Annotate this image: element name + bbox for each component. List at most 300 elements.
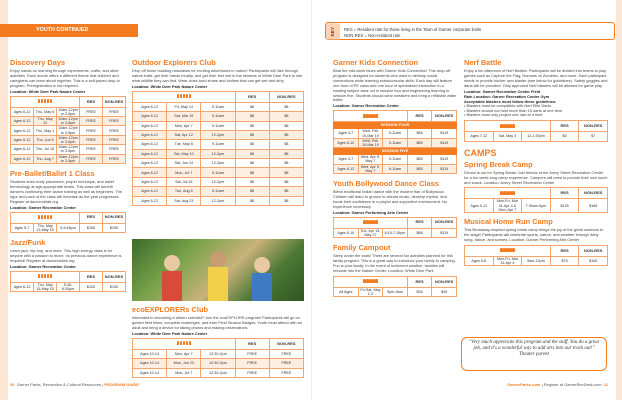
cell-day: Sat, Jul 26 [167,177,201,186]
cell-time: 12-2pm [201,196,235,205]
age-icons-cell [133,91,236,102]
cell-res: $6 [235,177,269,186]
cell-day: Mon, Apr 7 [167,121,201,130]
cell-age: Ages 5-11 [465,199,494,213]
nonres-header: NON-RES [432,276,457,287]
cell-nonres: FREE [103,145,126,154]
rule-text: Blasters should not hold more than 15 darts at one time. [466,107,564,113]
column-1 [10,58,126,292]
table-row [11,145,126,154]
cell-age: Ages 6-12 [133,140,167,149]
column-3 [333,58,457,297]
cell-nonres: $105 [103,282,126,291]
cell-res: $6 [235,130,269,139]
cell-age: Ages 6-12 [11,126,34,135]
cell-res: FREE [80,145,103,154]
cell-res: FREE [80,107,103,116]
cell-age: Ages 6-12 [133,187,167,196]
table-row [334,138,457,147]
section-title: Spring Break Camp [464,159,533,169]
column-4 [464,58,608,266]
cell-nonres: $8 [269,187,303,196]
schedule-table [464,245,608,266]
cell-res: $75 [550,256,579,265]
cell-day: Mon-Fri, Mar 31-Apr 4 [493,256,522,265]
cell-age: Ages 8-12 [334,164,359,173]
age-icons-cell [334,276,408,287]
cell-time: 10am-12pm or 3-5pm [58,117,78,126]
rule-text: Blasters must only project one dart at a time. [466,112,544,118]
cell-age: Ages 6-12 [133,121,167,130]
table-row [133,368,304,377]
cell-nonres: $119 [432,129,457,138]
section-desc: Enjoy hands-on learning through experiments, crafts, and other activities. Each month offers a different theme that children and caregivers can learn about together. This is a self-paced drop-in program. Preregistration is not required. [10,68,120,88]
schedule-table [464,120,608,141]
cell-day: Wed, Apr 9-May 7 [358,164,383,173]
cell-day: Thu, Jul 10 [34,145,57,154]
cell-time: 12-1:30pm [522,132,551,141]
table-header-row [334,217,457,228]
cell-day: Mon-Fri, Mar 31-Apr 4 & Mon, Apr 7 [493,199,522,213]
camps-heading: CAMPS [464,147,497,158]
cell-age: Ages 7-12 [465,132,494,141]
table-row [133,130,304,139]
cell-time: 12-2pm [201,159,235,168]
nonres-header: NON-RES [432,111,457,122]
section-location: Location: Garner Recreation Center [333,103,399,109]
cell-time: 9-11am [383,129,408,138]
cell-nonres: $8 [269,168,303,177]
cell-age: Ages 4-7 [334,129,359,138]
cell-age: Ages 6-12 [133,159,167,168]
cell-res: $6 [235,168,269,177]
cell-nonres: $8 [269,121,303,130]
table-row [133,159,304,168]
schedule-table [132,338,304,378]
footer-right: GarnerParks.com | Register at GarnerRecDesk.com 11 [507,382,608,387]
right-edge-strip [616,0,622,400]
section-desc: Enjoy a fun afternoon of Nerf Battles. Participants will be divided into teams to play games such as Capture the Flag, Humans vs Zombies, and more. Each participant needs to provide his/her own blaster (see below for guidelines). Safety goggles and darts will be provided. Only approved Nerf blasters will be allowed for game play. [464,68,608,88]
people-icon [38,274,52,278]
res-header: RES [407,276,432,287]
res-header: RES [407,111,432,122]
res-header: RES [550,121,579,132]
age-icons-cell [11,271,80,282]
footer-register-link[interactable]: Register at GarnerRecDesk.com [543,382,602,387]
table-row [133,187,304,196]
section-desc: Learn jazz, hip-hop, and more. This high-energy class is for anyone with a passion to move, no previous dance experience is required! Register at danceroblab.org [10,248,122,263]
section-title: Jazz/Funk [10,238,46,247]
nonres-header: NON-RES [432,217,457,228]
cell-res: $6 [235,140,269,149]
people-icon [500,191,514,195]
age-icons-cell [334,217,408,228]
cell-time: 9-11am [383,138,408,147]
cell-res: $85 [407,164,432,173]
cell-age: Ages 6-12 [11,117,34,126]
table-row [133,196,304,205]
nonres-header: NON-RES [269,338,303,349]
cell-day: Sat, Apr 12 [167,130,201,139]
key-res-line: RES = Resident rate for those living in the Town of Garner corporate limits [344,26,482,32]
section-location: Location: Garner Recreation Center [10,263,76,269]
page-fold [311,0,312,400]
people-icon [38,99,52,103]
footer-label: PROGRAM GUIDE [104,382,139,387]
session-label: SESSION FIVE [334,148,457,155]
age-icons-cell [465,245,551,256]
table-row [11,223,126,232]
cell-age: Ages 6-12 [133,149,167,158]
cell-res: $6 [235,121,269,130]
cell-day: Tue, Apr 15-May 27 [358,228,383,237]
cell-nonres: $8 [269,196,303,205]
people-icon [177,341,191,345]
cell-day: Sat, Mar 19 [167,112,201,121]
cell-nonres: $168 [579,199,608,213]
cell-age: All Ages [334,287,359,296]
table-header-row [465,121,608,132]
table-row [334,129,457,138]
table-header-row [133,91,304,102]
cell-res: FREE [235,349,269,358]
cell-day: Wed, Feb 19-Mar 19 [358,129,383,138]
cell-day: Tue, May 6 [167,140,201,149]
section-location: Location: Garner Recreation Center [10,204,76,210]
nonres-header: NON-RES [103,212,126,223]
cell-nonres: $8 [269,130,303,139]
key-box [325,22,615,40]
section-location: Location: White Deer Park Nature Center [132,330,208,336]
cell-age: Ages 8-12 [334,138,359,147]
table-row [133,140,304,149]
table-row [11,154,126,163]
cell-age: Ages 5-10 [334,228,359,237]
section-title: Musical Home Run Camp [464,217,553,227]
cell-time: 12:30-2pm [201,359,235,368]
cell-age: Ages 6-12 [133,102,167,111]
cell-res: FREE [80,154,103,163]
res-header: RES [235,91,269,102]
cell-age: Ages 6-12 [11,145,34,154]
session-row [334,148,457,155]
table-row [465,256,608,265]
section-title: Pre-Ballet/Ballet 1 Class [10,169,95,179]
cell-res: $88 [407,228,432,237]
cell-res: $6 [235,112,269,121]
people-icon [500,124,514,128]
people-icon [177,94,191,98]
section-title: Outdoor Explorers Club [132,58,216,67]
schedule-table [333,217,457,238]
session-label: SESSION FOUR [334,122,457,129]
res-header: RES [407,217,432,228]
cell-age: Ages 6-12 [133,177,167,186]
cell-day: Sat, May 3 [493,132,522,141]
cell-age: Ages 6-12 [11,107,34,116]
nonres-header: NON-RES [103,96,126,107]
table-row [11,282,126,291]
section-title: Nerf Battle [464,58,502,67]
cell-time: 10am-12pm or 3-5pm [58,126,78,135]
cell-day: Thu, Aug 7 [34,154,57,163]
cell-nonres: $7 [579,132,608,141]
cell-time: 9-11am [201,121,235,130]
footer-site-link[interactable]: GarnerParks.com [507,382,541,387]
testimonial-quote [461,337,607,371]
res-header: RES [550,245,579,256]
cell-day: Thu, May 1 [34,126,57,135]
cell-time: 12:30-2pm [201,349,235,358]
cell-res: $85 [407,155,432,164]
key-label: KEY [326,23,340,39]
section-title: Youth Bollywood Dance Class [333,178,439,188]
schedule-table [10,271,126,292]
section-location: Location: Garner Recreation Center Field [464,88,541,94]
section-location: Location: Garner Performing Arts Center [333,209,409,215]
cell-age: Ages 4-7 [334,155,359,164]
cell-nonres: $8 [269,149,303,158]
cell-res: $125 [550,199,579,213]
schedule-table [333,110,457,174]
age-icons-cell [465,188,551,199]
cell-time: 12-2pm [201,149,235,158]
cell-res: FREE [80,135,103,144]
cell-res: $35 [407,287,432,296]
section-title: Discovery Days [10,58,66,67]
table-header-row [334,111,457,122]
cell-day: Wed, Feb 19-Mar 19 [358,138,383,147]
cell-nonres: $119 [432,228,457,237]
cell-nonres: FREE [103,107,126,116]
rule-item: • Blasters must only project one dart at a time. [464,112,544,118]
cell-time: 9-11am [201,112,235,121]
cell-day: Mon, Apr 7 [167,349,201,358]
cell-age: Ages 6-12 [11,135,34,144]
schedule-table [333,276,457,297]
cell-nonres: $8 [269,177,303,186]
table-row [11,117,126,126]
res-header: RES [80,212,103,223]
nonres-header: NON-RES [579,188,608,199]
cell-day: Sat, Jun 14 [167,159,201,168]
cell-day: Tue, Aug 5 [167,187,201,196]
table-row [133,359,304,368]
cell-nonres: FREE [269,359,303,368]
age-icons-cell [11,212,80,223]
footer-left: 10 Garner Parks, Recreation & Cultural Resources | PROGRAM GUIDE [10,382,139,387]
cell-res: $5 [550,132,579,141]
key-nonres-line: NON-RES = Non-resident rate [344,32,401,38]
cell-age: Ages 5-8 [465,256,494,265]
cell-time: 9-11am [201,187,235,196]
cell-nonres: $105 [103,223,126,232]
section-desc: Students learn body placement, proper technique, and ballet terminology at age-appropriate levels. This class will benefit dancers continuing their dance training as well as beginners. The rigor and pace of the class will increase as the year progresses. Register at danceroblab.org [10,179,122,204]
table-row [133,349,304,358]
cell-age: Ages 10-14 [133,359,167,368]
rule-text: Blasters must be compatible with Nerf Elite Darts. [466,102,552,108]
schedule-table [132,91,304,206]
table-header-row [11,96,126,107]
res-header: RES [80,271,103,282]
cell-res: FREE [80,117,103,126]
nonres-header: NON-RES [103,271,126,282]
res-header: RES [550,188,579,199]
schedule-table [464,187,608,213]
cell-age: Ages 10-14 [133,368,167,377]
cell-time: 10am-12pm or 3-5pm [58,145,78,154]
section-desc: School is out for Spring Break! Join friends at the Avery Street Recreation Center for a fun week-long camp experience. Campers will need to provide their own lunch and snack. Location: Avery Street Recreation Center [464,169,608,185]
rule-item: • Blasters should not hold more than 15 darts at one time. [464,107,564,113]
section-title: Family Campout [333,243,391,252]
cell-nonres: $8 [269,112,303,121]
table-header-row [334,276,457,287]
photo-illustration [132,239,304,301]
table-row [133,177,304,186]
cell-time: 12:30-2pm [201,368,235,377]
left-edge-strip [0,0,8,400]
cell-day: Mon, Jul 7 [167,368,201,377]
age-icons-cell [334,111,408,122]
table-header-row [465,245,608,256]
nonres-header: NON-RES [579,245,608,256]
kids-nature-photo [132,239,304,301]
cell-time: 10am-12pm or 3-5pm [58,135,78,145]
cell-time: 9-11am [383,155,408,164]
cell-age: Ages 6-12 [11,282,34,291]
section-desc: Drop off those budding naturalists for exciting adventures in nature! Participants will hike through nature trails, get their hands muddy, and get their feet wet in the streams of White Deer Park to see what wildlife they can find. Wear close-toed shoes and clothes that can get wet and dirty. [132,68,303,83]
table-row [465,199,608,213]
table-row [133,112,304,121]
cell-nonres: $119 [432,164,457,173]
cell-res: FREE [235,359,269,368]
table-row [133,149,304,158]
table-header-row [11,212,126,223]
cell-day: Sat, May 10 [167,149,201,158]
cell-res: FREE [80,126,103,135]
cell-time: 10am-12pm or 3-5pm [58,154,78,163]
cell-age: Ages 10-14 [133,349,167,358]
cell-age: Ages 6-12 [133,168,167,177]
cell-time: 9am-12pm [522,256,551,265]
cell-res: $6 [235,102,269,111]
section-title: Garner Kids Connection [333,58,419,67]
cell-day: Sat, Aug 23 [167,196,201,205]
cell-time: 9-11am [201,168,235,177]
table-header-row [465,188,608,199]
schedule-table [10,212,126,233]
cell-nonres: FREE [103,154,126,163]
cell-day: Fri-Sat, May 2-3 [358,287,383,296]
people-icon [363,114,377,118]
cell-nonres: FREE [103,117,126,126]
cell-res: FREE [235,368,269,377]
cell-day: Thu, May 15-May 15 [34,282,57,291]
cell-day: Thu, May 13 [34,117,57,126]
nonres-header: NON-RES [269,91,303,102]
table-row [11,107,126,116]
section-band: YOUTH CONTINUED [0,24,138,37]
cell-time: 12-2pm [201,177,235,186]
cell-day: Wed, Apr 9-May 7 [358,155,383,164]
page-number: 11 [603,382,608,387]
quote-text: "Very much appreciate this program and the staff. You do a great job, and it's a wonderful way to add arts into our track out!" [469,340,599,352]
cell-time: 9-11am [201,102,235,111]
cell-nonres: FREE [103,135,126,144]
cell-age: Ages 6-12 [133,130,167,139]
cell-day: Mon, Jun 23 [167,359,201,368]
table-row [133,168,304,177]
cell-time: 5-5:45pm [57,223,80,232]
cell-day: Thu, Jun 5 [34,135,57,144]
table-row [334,287,457,296]
schedule-table [10,96,126,164]
table-row [334,164,457,173]
cell-time: 6:15-7:15pm [383,228,408,237]
rain-location: Rain Location: Garner Recreation Center Gym [464,93,550,99]
footer-org: Garner Parks, Recreation & Cultural Resources [16,382,101,387]
table-row [11,126,126,135]
cell-res: $6 [235,159,269,168]
section-desc: Beat the mid-week blues with Garner Kids Connection! This drop-off program is designed for students who want to develop social connections while learning extracurricular skills. Each day will feature one hour of PE class and one hour of specialized instruction in a rotating subject area: art in session four and engineering learning in session five. Students should wear sneakers and bring a refillable water bottle. [333,68,457,103]
people-icon [38,215,52,219]
cell-nonres: FREE [269,349,303,358]
age-icons-cell [465,121,551,132]
section-desc: This Broadway-inspired spring break camp brings the joy of the great outdoors to the stage! Participants will celebrate sports, nature, and weather through lively song, dance, and scenes. Location: Garner Performing Arts Center [464,227,604,242]
rule-item: • Blasters must be compatible with Nerf Elite Darts. [464,102,552,108]
cell-nonres: $105 [579,256,608,265]
cell-res: $6 [235,149,269,158]
people-icon [363,220,377,224]
section-title: ecoEXPLORERs Club [132,305,208,314]
table-row [133,121,304,130]
res-header: RES [235,338,269,349]
age-icons-cell [11,96,80,107]
cell-nonres: $119 [432,155,457,164]
section-location: Location: White Deer Park Nature Center [132,83,208,89]
cell-nonres: $8 [269,140,303,149]
rules-title: Acceptable blasters must follow these guidelines: [464,98,557,104]
cell-age: Ages 6-12 [11,154,34,163]
cell-res: $85 [407,129,432,138]
cell-day: Fri, May 14 [167,102,201,111]
column-2-lower [132,305,304,378]
cell-time: 5pm-9am [383,287,408,296]
table-row [465,132,608,141]
cell-nonres: FREE [269,368,303,377]
cell-time: 10am-12pm or 3-5pm [58,107,78,116]
cell-day: Mon, Jul 7 [167,168,201,177]
people-icon [500,248,514,252]
section-desc: Blend traditional Indian dance with the modern flair of Bollywood. Children will learn to groove to vibrant music, develop rhythm, and boost their confidence in a playful and supportive environment. No experience necessary. [333,188,447,209]
cell-res: $6 [235,196,269,205]
cell-nonres: FREE [103,126,126,135]
cell-age: Ages 6-12 [133,196,167,205]
cell-nonres: $8 [269,159,303,168]
cell-res: $105 [80,223,103,232]
cell-age: Ages 6-12 [133,112,167,121]
cell-nonres: $119 [432,138,457,147]
page-number: 10 [10,382,15,387]
table-row [334,155,457,164]
cell-nonres: $8 [269,102,303,111]
section-location: Location: White Deer Park Nature Center [10,88,86,94]
cell-res: $105 [80,282,103,291]
cell-time: 9-11am [383,164,408,173]
cell-time: 7:30am-6pm [522,199,551,213]
cell-age: Ages 5-7 [11,223,34,232]
table-header-row [133,338,304,349]
